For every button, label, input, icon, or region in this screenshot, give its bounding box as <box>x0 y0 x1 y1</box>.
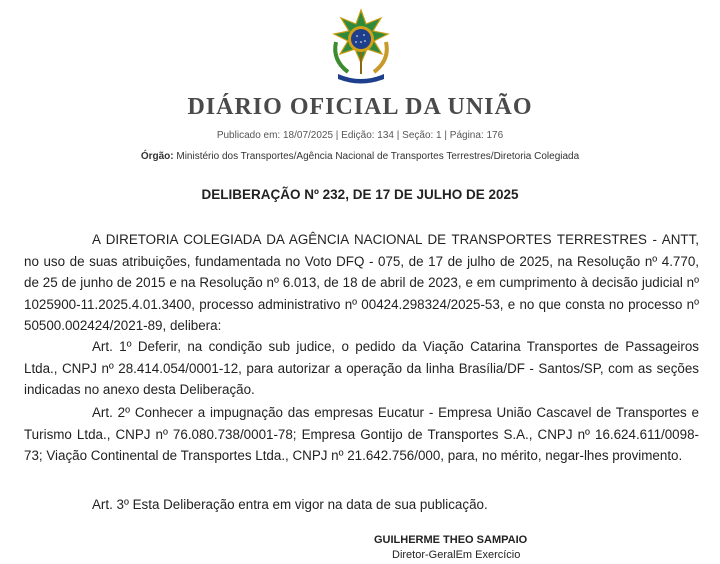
organ-label: Órgão: <box>140 151 174 162</box>
article-1-paragraph: Art. 1º Deferir, na condição sub judice, o pedido da Viação Catarina Transportes de Passageiros Ltda., CNPJ nº 28.414.054/0001-12, para autorizar a operação da linha Brasília/DF - Santos/SP, com as seções indicadas no anexo desta Deliberação. <box>24 339 699 397</box>
brazil-coat-of-arms-icon <box>326 8 396 86</box>
article-2-paragraph: Art. 2º Conhecer a impugnação das empresas Eucatur - Empresa União Cascavel de Transportes e Turismo Ltda., CNPJ nº 76.080.738/0001-78; Empresa Gontijo de Transportes S.A., CNPJ nº 16.624.611/0098-73; Viação Continental de Transportes Ltda., CNPJ nº 21.642.756/000, para, no mérito, negar-lhes provimento. <box>24 405 699 463</box>
signer-role: Diretor-GeralEm Exercício <box>392 549 521 561</box>
journal-title: DIÁRIO OFICIAL DA UNIÃO <box>187 94 533 120</box>
signer-name: GUILHERME THEO SAMPAIO <box>374 534 528 546</box>
publication-info: Publicado em: 18/07/2025 | Edição: 134 | Seção: 1 | Página: 176 <box>216 130 504 141</box>
organ-value: Ministério dos Transportes/Agência Nacional de Transportes Terrestres/Diretoria Colegiada <box>176 151 580 162</box>
article-3-paragraph: Art. 3º Esta Deliberação entra em vigor na data de sua publicação. <box>92 497 488 512</box>
preamble-paragraph: A DIRETORIA COLEGIADA DA AGÊNCIA NACIONAL DE TRANSPORTES TERRESTRES - ANTT, no uso de suas atribuições, fundamentada no Voto DFQ - 075, de 17 de julho de 2025, na Resolução nº 4.770, de 25 de junho de 2015 e na Resolução nº 6.013, de 18 de abril de 2023, e em cumprimento à decisão judicial nº 1025900-11.2025.4.01.3400, processo administrativo nº 00424.298324/2025-53, e no que consta no processo nº 50500.002424/2021-89, delibera: <box>24 232 699 333</box>
organ-line <box>0 151 720 162</box>
document-title: DELIBERAÇÃO Nº 232, DE 17 DE JULHO DE 2025 <box>201 187 519 202</box>
